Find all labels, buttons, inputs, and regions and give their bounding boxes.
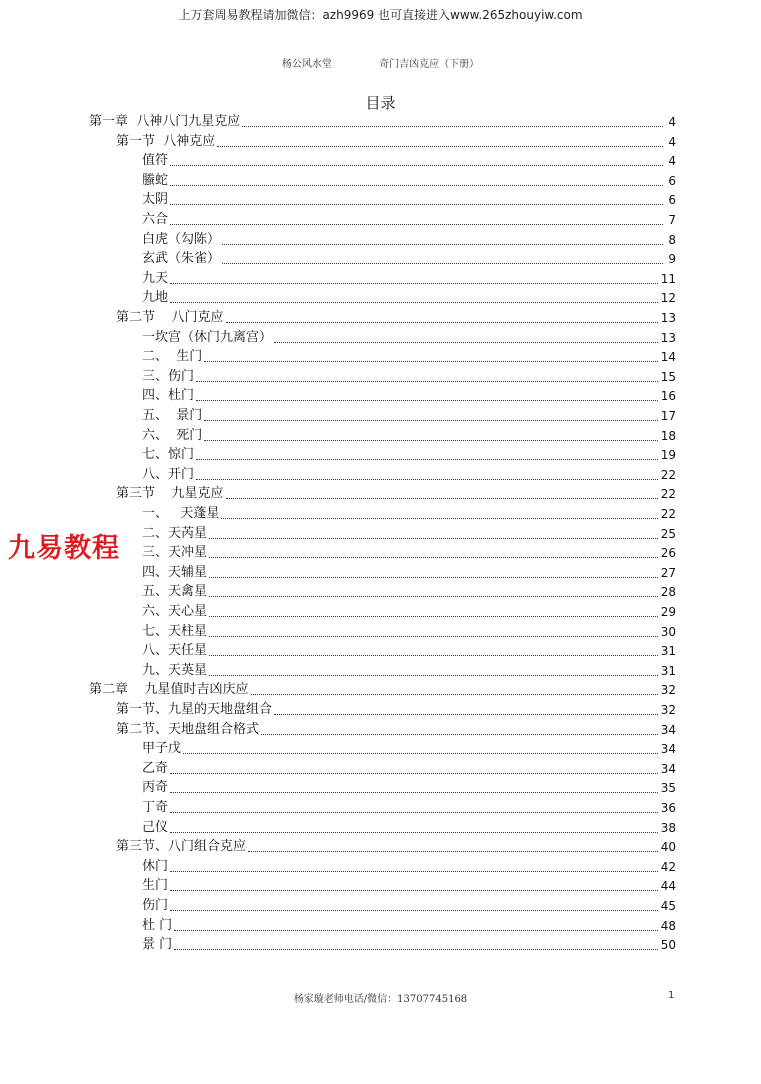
toc-entry[interactable] xyxy=(142,896,676,916)
dot-leader xyxy=(204,419,657,421)
dot-leader xyxy=(209,654,658,656)
dot-leader xyxy=(209,635,658,637)
toc-entry-label: 第二章 九星值时吉凶庆应 xyxy=(89,682,249,698)
toc-entry-label: 四、杜门 xyxy=(142,388,195,404)
toc-entry-page: 27 xyxy=(660,565,676,580)
toc-entry-page: 22 xyxy=(660,487,676,502)
toc-entry-label: 白虎（勾陈） xyxy=(142,231,221,247)
dot-leader xyxy=(174,929,658,931)
toc-entry-page: 15 xyxy=(660,369,676,384)
toc-entry-page: 8 xyxy=(668,232,676,247)
toc-entry-page: 34 xyxy=(660,742,676,757)
dot-leader xyxy=(196,478,658,480)
toc-entry-label: 太阴 xyxy=(142,192,169,208)
toc-entry-label: 第一章 八神八门九星克应 xyxy=(89,114,241,129)
dot-leader xyxy=(196,458,658,460)
running-head-right: 奇门吉凶克应（下册） xyxy=(379,59,480,70)
dot-leader xyxy=(209,556,658,558)
toc-entry[interactable] xyxy=(142,857,676,877)
toc-entry-page: 32 xyxy=(660,683,676,698)
toc-entry-label: 甲子戊 xyxy=(142,741,182,757)
dot-leader xyxy=(170,909,658,911)
toc-entry-page: 19 xyxy=(660,448,676,463)
dot-leader xyxy=(226,321,658,323)
toc-entry[interactable] xyxy=(116,132,676,152)
toc-entry-page: 29 xyxy=(660,605,676,619)
toc-entry[interactable] xyxy=(142,798,676,818)
toc-entry-page: 45 xyxy=(660,899,676,913)
toc-entry[interactable] xyxy=(142,661,676,681)
toc-entry-label: 值符 xyxy=(142,153,169,169)
toc-entry-label: 第一节、九星的天地盘组合 xyxy=(116,702,273,717)
toc-entry-page: 9 xyxy=(668,252,676,267)
dot-leader xyxy=(196,380,658,382)
dot-leader xyxy=(170,811,658,813)
toc-entry-label: 第一节 八神克应 xyxy=(116,133,216,149)
toc-entry-label: 二、 生门 xyxy=(142,349,203,365)
toc-entry-page: 44 xyxy=(660,879,676,894)
toc-entry[interactable] xyxy=(142,328,676,348)
toc-entry[interactable] xyxy=(142,916,676,936)
toc-entry[interactable] xyxy=(116,700,676,720)
toc-entry-label: 九地 xyxy=(142,290,169,306)
dot-leader xyxy=(174,948,658,950)
toc-entry-page: 34 xyxy=(660,761,676,776)
dot-leader xyxy=(242,125,663,127)
toc-entry-label: 玄武（朱雀） xyxy=(142,251,221,267)
dot-leader xyxy=(226,497,658,499)
running-head-left: 杨公风水堂 xyxy=(281,59,332,70)
toc-entry-page: 4 xyxy=(668,115,676,129)
toc-entry-page: 35 xyxy=(660,781,676,796)
toc-entry-label: 一、 天蓬星 xyxy=(142,506,220,521)
toc-entry-page: 7 xyxy=(668,213,676,227)
toc-entry[interactable] xyxy=(142,778,676,798)
toc-entry-label: 一坎宫（休门九离宫） xyxy=(142,329,273,345)
toc-entry[interactable] xyxy=(89,680,676,700)
toc-entry-page: 4 xyxy=(668,154,676,169)
toc-entry[interactable] xyxy=(142,543,676,563)
toc-entry[interactable] xyxy=(116,484,676,504)
dot-leader xyxy=(170,831,658,833)
toc-entry-label: 己仪 xyxy=(142,819,169,835)
toc-entry-label: 第二节、天地盘组合格式 xyxy=(116,721,260,737)
toc-entry-label: 七、惊门 xyxy=(142,447,195,463)
toc-entry[interactable] xyxy=(142,288,676,308)
toc-entry-label: 休门 xyxy=(142,858,169,874)
toc-entry-label: 生门 xyxy=(142,878,169,894)
toc-entry-page: 18 xyxy=(660,428,676,443)
toc-entry-label: 伤门 xyxy=(142,898,169,913)
toc-entry[interactable] xyxy=(142,190,676,210)
dot-leader xyxy=(221,517,657,519)
toc-entry-page: 32 xyxy=(660,703,676,717)
dot-leader xyxy=(204,439,657,441)
toc-entry-label: 九天 xyxy=(142,270,169,286)
toc-entry-label: 四、天辅星 xyxy=(142,564,208,580)
toc-entry[interactable] xyxy=(142,367,676,387)
dot-leader xyxy=(209,576,658,578)
toc-entry-page: 50 xyxy=(660,938,676,953)
toc-entry[interactable] xyxy=(142,151,676,171)
toc-entry-page: 40 xyxy=(660,840,676,855)
toc-entry[interactable] xyxy=(116,837,676,857)
toc-entry-label: 乙奇 xyxy=(142,760,169,776)
toc-entry[interactable] xyxy=(142,739,676,759)
toc-entry-label: 杜 门 xyxy=(142,917,173,933)
toc-entry-label: 八、天任星 xyxy=(142,643,208,659)
toc-entry[interactable] xyxy=(116,720,676,740)
toc-entry-page: 13 xyxy=(660,330,676,345)
dot-leader xyxy=(170,301,658,303)
toc-entry[interactable] xyxy=(142,465,676,485)
dot-leader xyxy=(170,889,658,891)
toc-entry-page: 34 xyxy=(660,722,676,737)
dot-leader xyxy=(204,360,657,362)
dot-leader xyxy=(196,399,658,401)
toc-entry[interactable] xyxy=(142,622,676,642)
toc-entry[interactable] xyxy=(142,504,676,524)
toc-entry-label: 六合 xyxy=(142,212,169,227)
toc-entry[interactable] xyxy=(142,876,676,896)
promo-banner: 上万套周易教程请加微信：azh9969 也可直接进入www.265zhouyiw.com xyxy=(178,8,583,22)
dot-leader xyxy=(170,203,663,205)
toc-entry-page: 11 xyxy=(660,271,676,286)
dot-leader xyxy=(170,282,658,284)
page-number: 1 xyxy=(668,990,675,1001)
toc-entry[interactable] xyxy=(142,935,676,955)
dot-leader xyxy=(217,145,663,147)
toc-entry-page: 22 xyxy=(660,507,676,521)
toc-entry[interactable] xyxy=(142,406,676,426)
toc-entry-label: 三、天冲星 xyxy=(142,545,208,561)
toc-entry[interactable] xyxy=(142,386,676,406)
toc-entry-label: 丁奇 xyxy=(142,800,169,815)
toc-entry[interactable] xyxy=(142,759,676,779)
toc-entry[interactable] xyxy=(142,171,676,191)
toc-entry-page: 22 xyxy=(660,467,676,482)
dot-leader xyxy=(222,262,663,264)
toc-entry[interactable] xyxy=(142,582,676,602)
dot-leader xyxy=(170,791,658,793)
toc-title: 目录 xyxy=(365,94,396,112)
dot-leader xyxy=(209,615,658,617)
toc-entry-page: 28 xyxy=(660,585,676,600)
toc-entry[interactable] xyxy=(142,602,676,622)
dot-leader xyxy=(209,674,658,676)
toc-entry[interactable] xyxy=(142,249,676,269)
toc-entry[interactable] xyxy=(142,641,676,661)
toc-entry-label: 第二节 八门克应 xyxy=(116,310,224,325)
toc-entry-page: 25 xyxy=(660,526,676,541)
toc-entry-page: 6 xyxy=(668,193,676,208)
toc-entry-page: 12 xyxy=(660,291,676,306)
toc-entry[interactable] xyxy=(142,230,676,250)
toc-entry-page: 16 xyxy=(660,389,676,404)
toc-entry[interactable] xyxy=(89,112,676,132)
toc-entry-page: 26 xyxy=(660,546,676,561)
toc-entry[interactable] xyxy=(142,563,676,583)
toc-entry[interactable] xyxy=(142,210,676,230)
toc-entry-page: 30 xyxy=(660,624,676,639)
toc-entry-label: 第三节、八门组合克应 xyxy=(116,839,247,855)
toc-entry-page: 36 xyxy=(660,801,676,815)
dot-leader xyxy=(170,164,663,166)
dot-leader xyxy=(183,752,658,754)
dot-leader xyxy=(209,537,658,539)
toc-entry-page: 4 xyxy=(668,134,676,149)
dot-leader xyxy=(170,870,658,872)
toc-entry-page: 31 xyxy=(660,644,676,659)
watermark-logo: 九易教程 xyxy=(8,533,120,564)
dot-leader xyxy=(261,733,658,735)
toc-entry-label: 螣蛇 xyxy=(142,172,169,188)
toc-entry-page: 14 xyxy=(660,350,676,365)
toc-entry-label: 三、伤门 xyxy=(142,368,195,384)
toc-entry[interactable] xyxy=(142,347,676,367)
toc-entry[interactable] xyxy=(142,426,676,446)
dot-leader xyxy=(170,772,658,774)
toc-entry-label: 六、天心星 xyxy=(142,604,208,619)
toc-entry-label: 七、天柱星 xyxy=(142,623,208,639)
toc-entry[interactable] xyxy=(116,308,676,328)
dot-leader xyxy=(251,693,658,695)
toc-entry-page: 38 xyxy=(660,820,676,835)
toc-entry-page: 31 xyxy=(660,663,676,678)
toc-entry-label: 丙奇 xyxy=(142,780,169,796)
toc-entry-label: 五、 景门 xyxy=(142,408,203,423)
toc-entry-page: 13 xyxy=(660,311,676,325)
toc-entry-label: 九、天英星 xyxy=(142,662,208,678)
toc-entry[interactable] xyxy=(142,524,676,544)
toc-entry-label: 六、 死门 xyxy=(142,427,203,443)
footer-contact: 杨家璇老师电话/微信：13707745168 xyxy=(293,994,468,1005)
toc-entry-page: 17 xyxy=(660,409,676,423)
dot-leader xyxy=(274,341,658,343)
toc-entry-label: 二、天芮星 xyxy=(142,525,208,541)
dot-leader xyxy=(274,713,658,715)
running-head xyxy=(0,55,761,70)
toc-entry-label: 五、天禽星 xyxy=(142,584,208,600)
toc-entry[interactable] xyxy=(142,818,676,838)
toc-entry[interactable] xyxy=(142,269,676,289)
toc-entry-page: 6 xyxy=(668,173,676,188)
dot-leader xyxy=(170,184,663,186)
toc-entry-page: 42 xyxy=(660,859,676,874)
dot-leader xyxy=(170,223,663,225)
toc-entry-label: 八、开门 xyxy=(142,466,195,482)
toc-entry-page: 48 xyxy=(660,918,676,933)
dot-leader xyxy=(248,850,658,852)
toc-entry[interactable] xyxy=(142,445,676,465)
dot-leader xyxy=(222,243,663,245)
toc-entry-label: 第三节 九星克应 xyxy=(116,486,224,502)
toc-entry-label: 景 门 xyxy=(142,937,173,953)
dot-leader xyxy=(209,595,658,597)
